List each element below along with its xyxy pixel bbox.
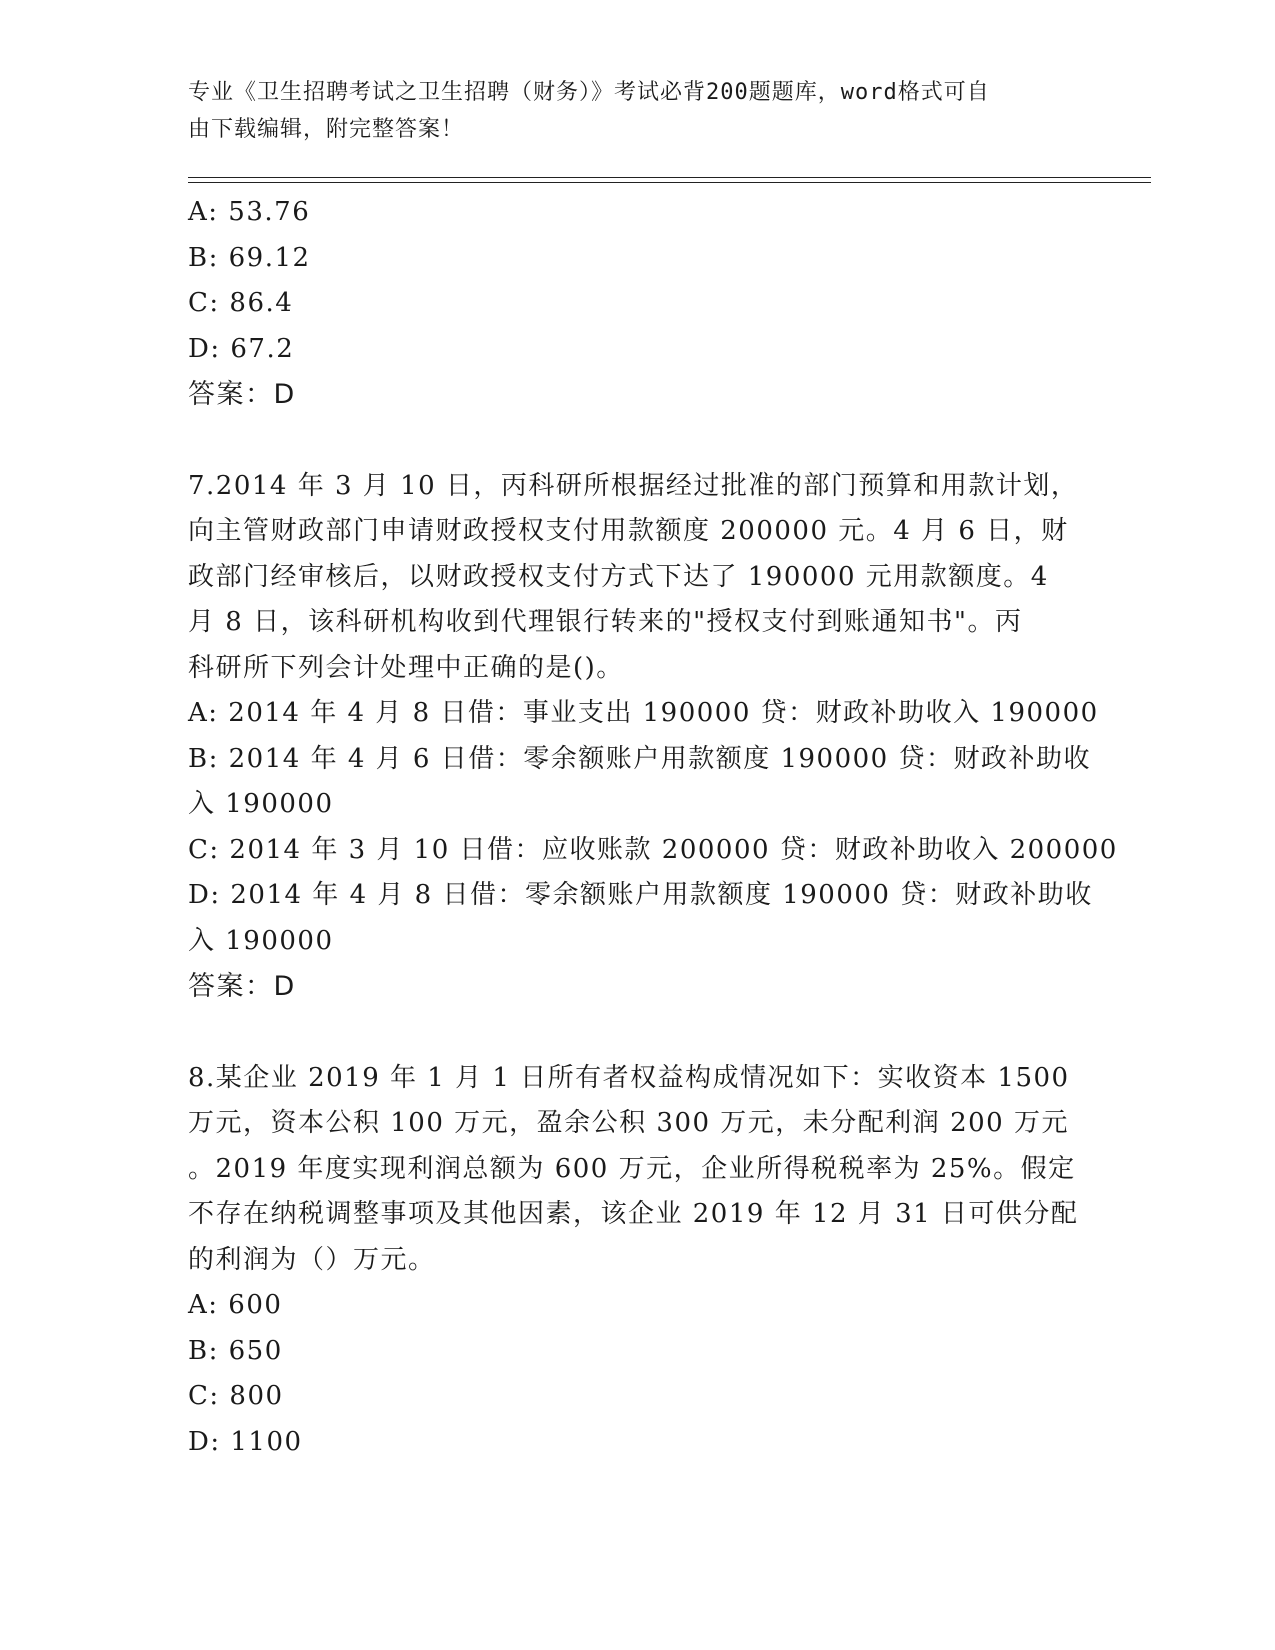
document-body xyxy=(188,190,1118,1465)
header-rule-bottom xyxy=(188,182,1151,183)
page-header xyxy=(188,74,1068,148)
q8-question-line: 。2019 年度实现利润总额为 600 万元，企业所得税税率为 25%。假定 xyxy=(188,1153,1076,1184)
q8-option-a: A: 600 xyxy=(188,1290,283,1320)
q8-option-b: B: 650 xyxy=(188,1335,283,1366)
q6-option-c: C: 86.4 xyxy=(188,288,294,318)
question-8-block xyxy=(188,1056,1088,1466)
q7-answer: 答案：D xyxy=(188,971,296,1002)
question-6-block xyxy=(188,190,1088,418)
q7-option-d: D: 2014 年 4 月 8 日借：零余额账户用款额度 190000 贷：财政补助收 xyxy=(188,880,1093,910)
q7-option-a: A: 2014 年 4 月 8 日借：事业支出 190000 贷：财政补助收入 190000 xyxy=(188,698,1099,728)
q7-option-c: C: 2014 年 3 月 10 日借：应收账款 200000 贷：财政补助收入 200000 xyxy=(188,834,1118,865)
q8-question-line: 不存在纳税调整事项及其他因素，该企业 2019 年 12 月 31 日可供分配 xyxy=(188,1199,1079,1229)
q7-question-line: 向主管财政部门申请财政授权支付用款额度 200000 元。4 月 6 日，财 xyxy=(188,516,1069,546)
header-rule-top xyxy=(188,177,1151,178)
q7-question-line: 政部门经审核后，以财政授权支付方式下达了 190000 元用款额度。4 xyxy=(188,561,1049,592)
q7-option-b-cont: 入 190000 xyxy=(188,789,334,819)
question-7-block xyxy=(188,464,1118,1010)
header-line-2: 由下载编辑，附完整答案！ xyxy=(188,117,465,142)
q6-option-d: D: 67.2 xyxy=(188,333,295,364)
q7-question-line: 月 8 日，该科研机构收到代理银行转来的"授权支付到账通知书"。丙 xyxy=(188,607,1023,637)
q8-question-line: 万元，资本公积 100 万元，盈余公积 300 万元，未分配利润 200 万元 xyxy=(188,1108,1069,1138)
q8-question-line: 8.某企业 2019 年 1 月 1 日所有者权益构成情况如下：实收资本 1500 xyxy=(188,1062,1070,1093)
q7-option-b: B: 2014 年 4 月 6 日借：零余额账户用款额度 190000 贷：财政补助收 xyxy=(188,743,1091,774)
q8-option-d: D: 1100 xyxy=(188,1426,303,1457)
q7-question-line: 7.2014 年 3 月 10 日，丙科研所根据经过批准的部门预算和用款计划， xyxy=(188,470,1079,501)
q8-question-line: 的利润为（）万元。 xyxy=(188,1244,436,1275)
q7-option-d-cont: 入 190000 xyxy=(188,925,334,956)
q7-question-line: 科研所下列会计处理中正确的是()。 xyxy=(188,652,624,683)
q8-option-c: C: 800 xyxy=(188,1381,284,1411)
spacer xyxy=(188,1010,1088,1056)
spacer xyxy=(188,418,1088,464)
q6-option-b: B: 69.12 xyxy=(188,242,311,273)
header-line-1: 专业《卫生招聘考试之卫生招聘（财务）》考试必背200题题库，word格式可自 xyxy=(188,80,990,105)
q6-answer: 答案：D xyxy=(188,379,296,410)
q6-option-a: A: 53.76 xyxy=(188,197,311,227)
